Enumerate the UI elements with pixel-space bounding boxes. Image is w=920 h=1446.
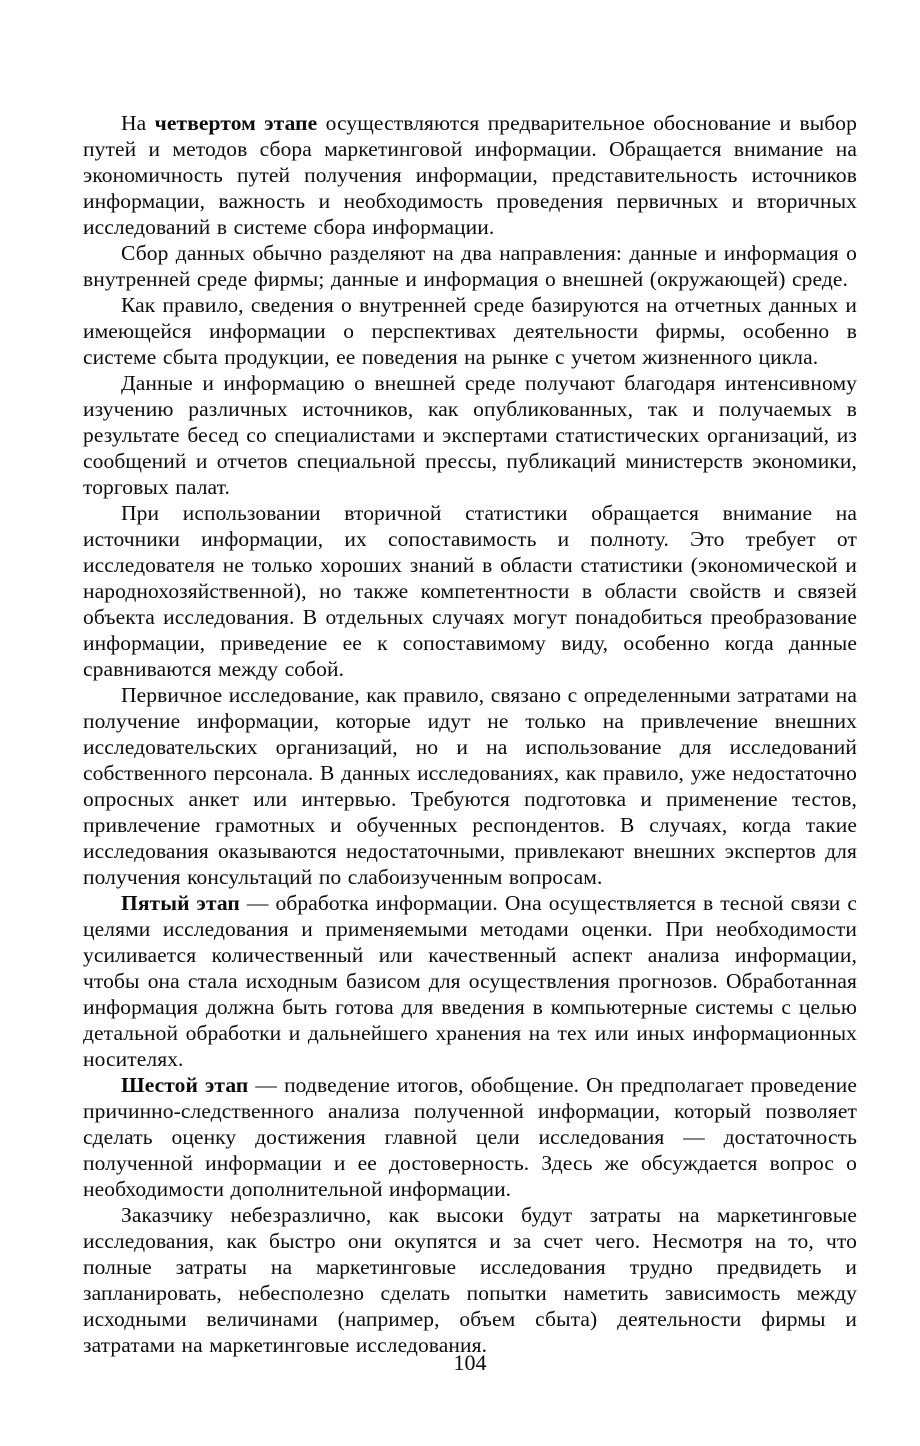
text-run: — подведение итогов, обобщение. Он предполагает проведение причинно-следственного анализа полученной информации, который позволяет сделать оценку достижения главной цели исследования — достаточность полученной информации и ее достоверность. Здесь же обсуждается вопрос о необходимости дополнительной информации.: [83, 1073, 857, 1201]
paragraph: [83, 890, 857, 1072]
text-run: Заказчику небезразлично, как высоки будут затраты на маркетинговые исследования, как быстро они окупятся и за счет чего. Несмотря на то, что полные затраты на маркетинговые исследования трудно предвидеть и запланировать, небесполезно сделать попытки наметить зависимость между исходными величинами (например, объем сбыта) деятельности фирмы и затратами на маркетинговые исследования.: [83, 1203, 857, 1357]
paragraph: [83, 240, 857, 292]
text-run: Первичное исследование, как правило, связано с определенными затратами на получение информации, которые идут не только на привлечение внешних исследовательских организаций, но и на использование для исследований собственного персонала. В данных исследованиях, как правило, уже недостаточно опросных анкет или интервью. Требуются подготовка и применение тестов, привлечение грамотных и обученных респондентов. В случаях, когда такие исследования оказываются недостаточными, привлекают внешних экспертов для получения консультаций по слабоизученным вопросам.: [83, 683, 857, 889]
text-block: [83, 110, 857, 1358]
bold-text-run: четвертом этапе: [154, 111, 318, 135]
paragraph: [83, 500, 857, 682]
bold-text-run: Шестой этап: [121, 1073, 249, 1097]
text-run: При использовании вторичной статистики обращается внимание на источники информации, их сопоставимость и полноту. Это требует от исследователя не только хороших знаний в области статистики (экономической и народнохозяйственной), но также компетентности в области свойств и связей объекта исследования. В отдельных случаях могут понадобиться преобразование информации, приведение ее к сопоставимому виду, особенно когда данные сравниваются между собой.: [83, 501, 857, 681]
paragraph: [83, 110, 857, 240]
page-number: 104: [453, 1350, 487, 1375]
text-run: — обработка информации. Она осуществляется в тесной связи с целями исследования и применяемыми методами оценки. При необходимости усиливается количественный или качественный аспект анализа информации, чтобы она стала исходным базисом для осуществления прогнозов. Обработанная информация должна быть готова для введения в компьютерные системы с целью детальной обработки и дальнейшего хранения на тех или иных информационных носителях.: [83, 891, 858, 1071]
text-run: осуществляются предварительное обоснование и выбор путей и методов сбора маркетинговой информации. Обращается внимание на экономичность путей получения информации, представительность источников информации, важность и необходимость проведения первичных и вторичных исследований в системе сбора информации.: [83, 111, 857, 239]
paragraph: [83, 1072, 857, 1202]
paragraph: [83, 292, 857, 370]
text-run: На: [121, 111, 155, 135]
paragraph: [83, 1202, 857, 1358]
text-run: Сбор данных обычно разделяют на два направления: данные и информация о внутренней среде фирмы; данные и информация о внешней (окружающей) среде.: [83, 241, 857, 291]
bold-text-run: Пятый этап: [121, 891, 240, 915]
paragraph: [83, 370, 857, 500]
text-run: Как правило, сведения о внутренней среде базируются на отчетных данных и имеющейся информации о перспективах деятельности фирмы, особенно в системе сбыта продукции, ее поведения на рынке с учетом жизненного цикла.: [83, 293, 857, 369]
text-run: Данные и информацию о внешней среде получают благодаря интенсивному изучению различных источников, как опубликованных, так и получаемых в результате бесед со специалистами и экспертами статистических организаций, из сообщений и отчетов специальной прессы, публикаций министерств экономики, торговых палат.: [83, 371, 857, 499]
paragraph: [83, 682, 857, 890]
